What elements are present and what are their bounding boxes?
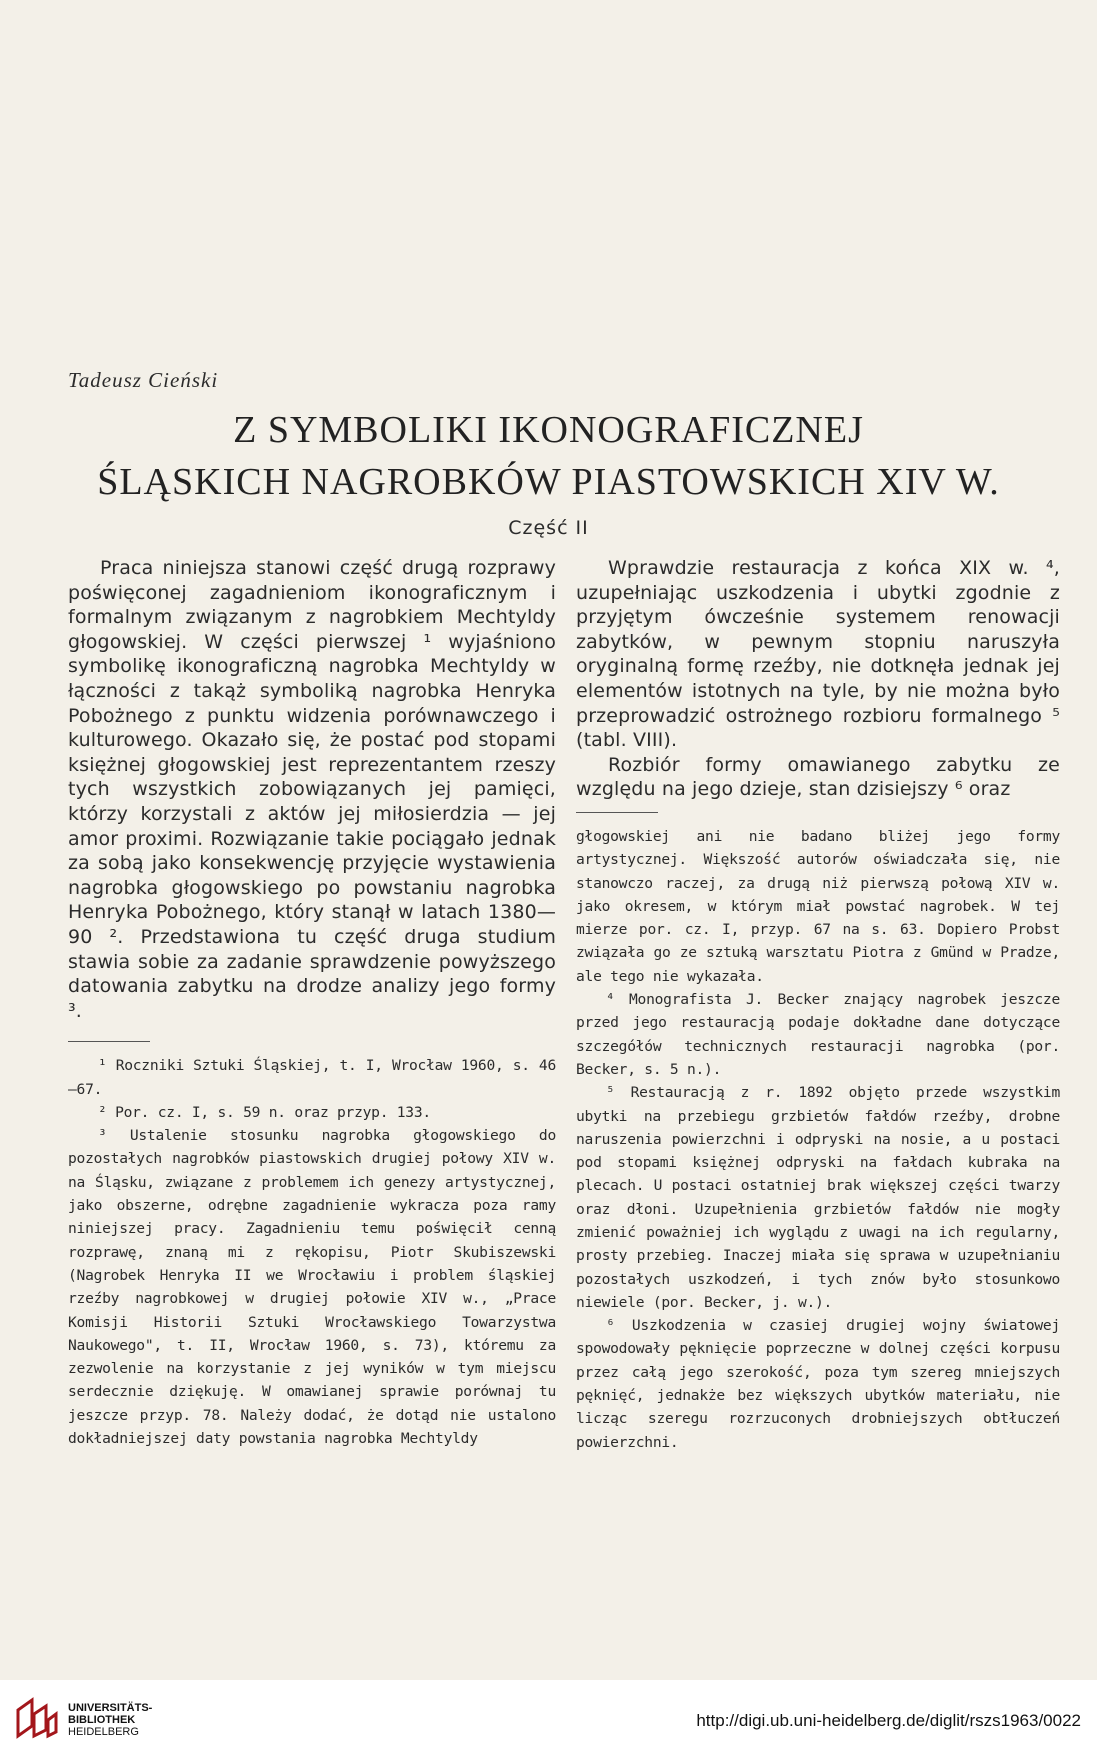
library-name-line-2: BIBLIOTHEK xyxy=(68,1714,136,1726)
footnote-5: ⁵ Restauracją z r. 1892 objęto przede wszystkim ubytki na przebiegu grzbietów fałdów rzeźby, drobne naruszenia powierzchni i odpryski na nosie, a u postaci pod stopami księżnej odpryski na fałdach kubraka na plecach. U postaci ostatniej brak większej części twarzy oraz dłoni. Uzupełnienia grzbietów fałdów nie mogły zmienić poważniej ich wyglądu z uwagi na ich regularny, prosty przebieg. Inaczej miała się sprawa w uzupełnianiu pozostałych uszkodzeń, i tych znów było stosunkowo niewiele (por. Becker, j. w.). xyxy=(576,1084,1060,1311)
footnote-divider xyxy=(68,1041,150,1042)
left-body-text xyxy=(68,556,556,1023)
footnote-3-continued: głogowskiej ani nie badano bliżej jego formy artystycznej. Większość autorów oświadczała się, nie stanowczo raczej, za drugą niż pierwszą połową XIV w. jako okresem, w którym miał powstać nagrobek. W tej mierze por. cz. I, przyp. 67 na s. 63. Dopiero Probst związała go ze sztuką warsztatu Piotra z Gmünd w Pradze, ale tego nie wykazała. xyxy=(576,827,1060,985)
footnote-4: ⁴ Monografista J. Becker znający nagrobek jeszcze przed jego restauracją podaje dokładne dane dotyczące szczegółów technicznych restauracji nagrobka (por. Becker, s. 5 n.). xyxy=(576,991,1060,1078)
library-name-line-1: UNIVERSITÄTS- xyxy=(68,1702,153,1714)
footnote-2: ² Por. cz. I, s. 59 n. oraz przyp. 133. xyxy=(98,1103,431,1121)
article-title-line-2: ŚLĄSKICH NAGROBKÓW PIASTOWSKICH XIV W. xyxy=(97,461,1000,503)
right-footnotes xyxy=(576,825,1060,1454)
right-column xyxy=(576,556,1060,1454)
paragraph: Rozbiór formy omawianego zabytku ze względu na jego dzieje, stan dzisiejszy ⁶ oraz xyxy=(576,753,1060,801)
left-column xyxy=(68,556,556,1450)
footnote-1: ¹ Roczniki Sztuki Śląskiej, t. I, Wrocław 1960, s. 46—67. xyxy=(68,1057,556,1098)
library-name xyxy=(68,1702,152,1738)
right-body-text xyxy=(576,556,1060,802)
paragraph: Praca niniejsza stanowi część drugą rozprawy poświęconej zagadnieniom ikonograficznym i formalnym związanym z nagrobkiem Mechtyldy głogowskiej. W części pierwszej ¹ wyjaśniono symbolikę ikonograficzną nagrobka Mechtyldy w łączności z takąż symboliką nagrobka Henryka Pobożnego z punktu widzenia porównawczego i kulturowego. Okazało się, że postać pod stopami księżnej głogowskiej jest reprezentantem rzeszy tych wszystkich zobowiązanych jej pamięci, którzy korzystali z aktów jej miłosierdzia — jej amor proximi. Rozwiązanie takie pociągało jednak za sobą jako konsekwencję przyjęcie wystawienia nagrobka głogowskiego po powstaniu nagrobka Henryka Pobożnego, który stanął w latach 1380—90 ². Przedstawiona tu część druga studium stawia sobie za zadanie sprawdzenie powyższego datowania zabytku na drodze analizy jego formy ³. xyxy=(68,557,556,1022)
footnote-divider xyxy=(576,812,658,813)
digitization-footer xyxy=(0,1680,1097,1745)
paragraph: Wprawdzie restauracja z końca XIX w. ⁴, uzupełniając uszkodzenia i ubytki zgodnie z przyjętym ówcześnie systemem renowacji zabytków, w pewnym stopniu naruszyła oryginalną formę rzeźby, nie dotknęła jednak jej elementów istotnych na tyle, by nie można było przeprowadzić ostrożnego rozbioru formalnego ⁵ (tabl. VIII). xyxy=(576,557,1060,752)
source-url-link[interactable]: http://digi.ub.uni-heidelberg.de/diglit/rszs1963/0022 xyxy=(696,1711,1081,1730)
left-footnotes xyxy=(68,1054,556,1450)
library-logo-icon[interactable] xyxy=(14,1696,58,1740)
author-name: Tadeusz Cieński xyxy=(68,368,219,392)
footnote-6: ⁶ Uszkodzenia w czasiej drugiej wojny światowej spowodowały pęknięcie poprzeczne w dolnej części korpusu przez całą jego szerokość, poza tym szereg mniejszych pęknięć, jednakże bez większych ubytków materiału, nie licząc szeregu rozrzuconych drobniejszych obtłuczeń powierzchni. xyxy=(576,1317,1060,1451)
article-title-line-1: Z SYMBOLIKI IKONOGRAFICZNEJ xyxy=(233,409,864,451)
footnote-3: ³ Ustalenie stosunku nagrobka głogowskiego do pozostałych nagrobków piastowskich drugiej połowy XIV w. na Śląsku, związane z problemem ich genezy artystycznej, jako obszerne, odrębne zagadnienie wykracza poza ramy niniejszej pracy. Zagadnieniu temu poświęcił cenną rozprawę, znaną mi z rękopisu, Piotr Skubiszewski (Nagrobek Henryka II we Wrocławiu i problem śląskiej rzeźby nagrobkowej w drugiej połowie XIV w., „Prace Komisji Historii Sztuki Wrocławskiego Towarzystwa Naukowego", t. II, Wrocław 1960, s. 73), któremu za zezwolenie na korzystanie z jej wyników w tym miejscu serdecznie dziękuję. W omawianej sprawie porównaj tu jeszcze przyp. 78. Należy dodać, że dotąd nie ustalono dokładniejszej daty powstania nagrobka Mechtyldy xyxy=(68,1127,556,1448)
part-heading: Część II xyxy=(508,517,589,539)
library-name-line-3: HEIDELBERG xyxy=(68,1726,139,1738)
